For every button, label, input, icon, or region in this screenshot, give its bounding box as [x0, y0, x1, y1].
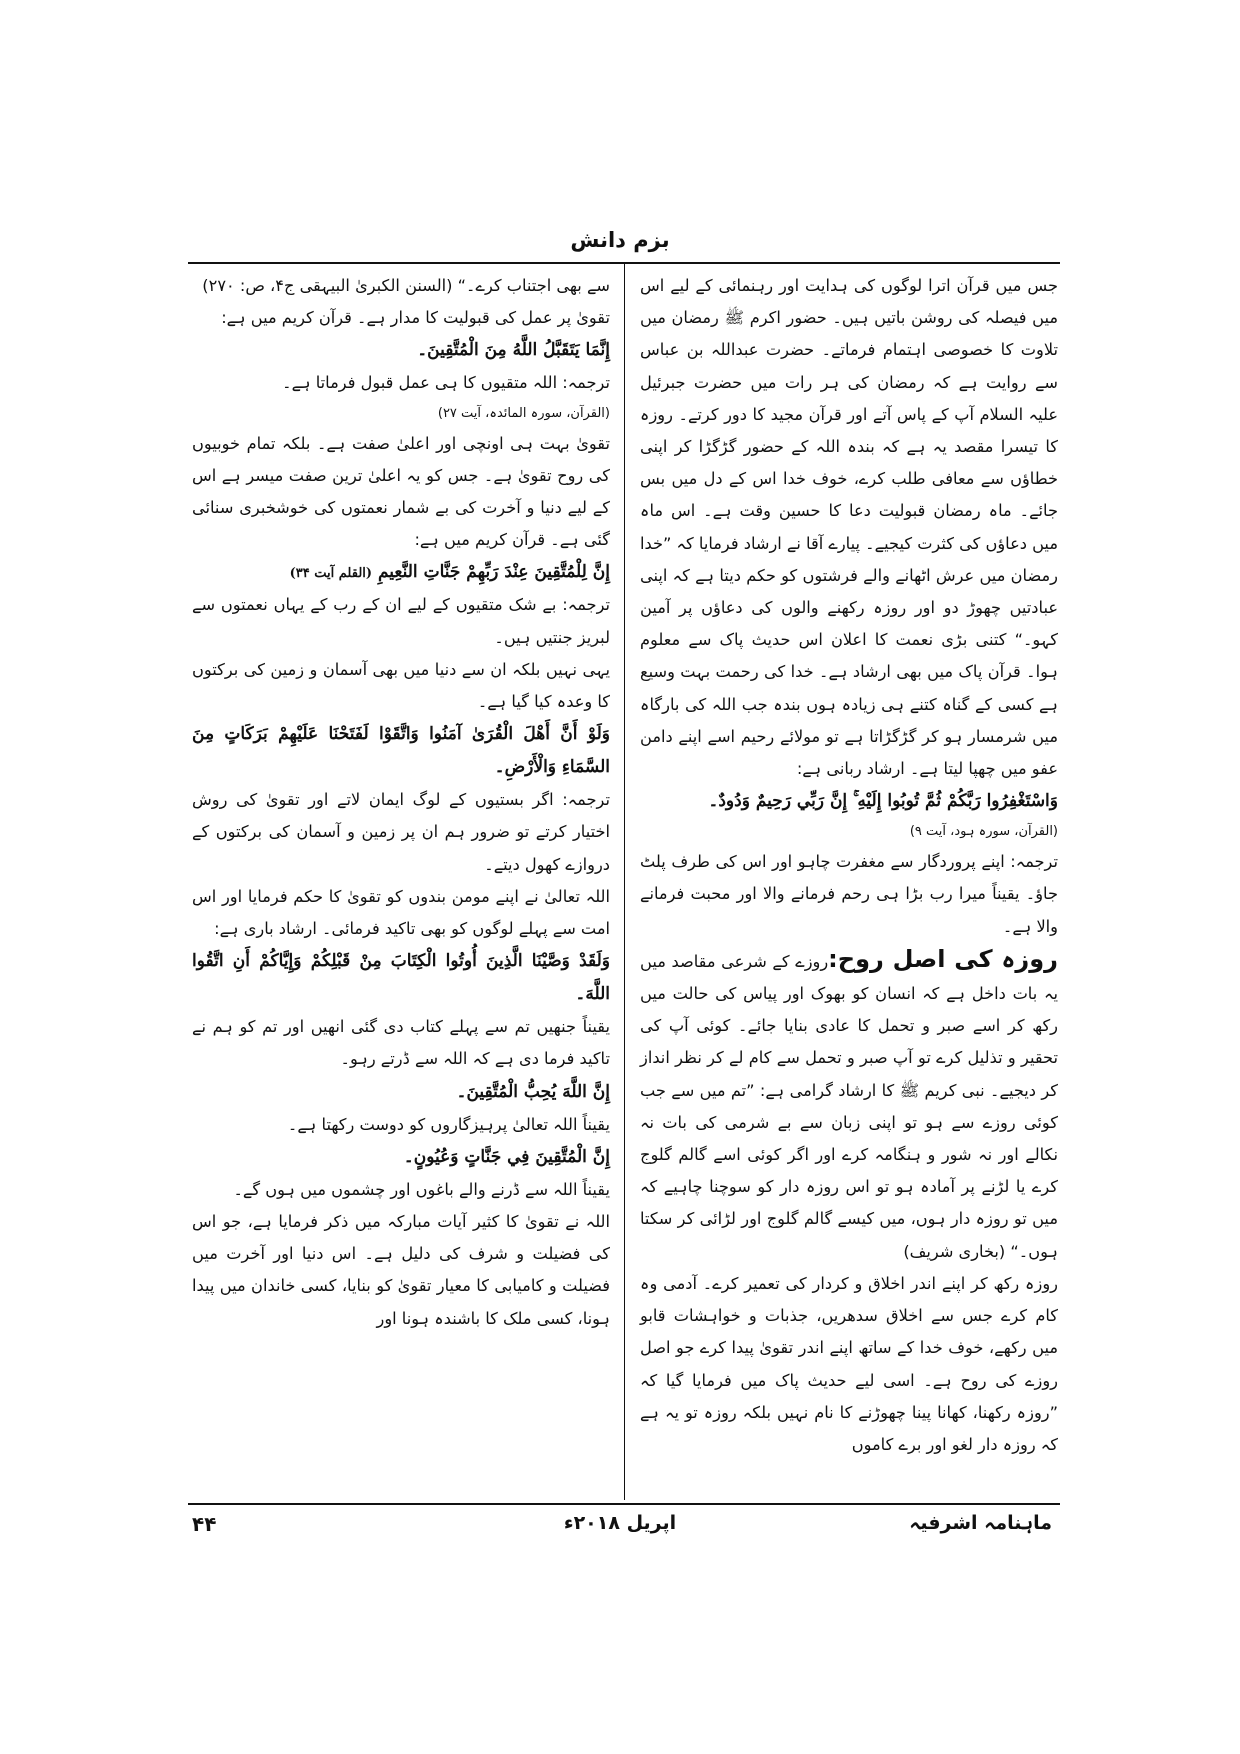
verse-reference: (القلم آیت ۳۴)	[289, 566, 373, 582]
left-column	[192, 270, 610, 1335]
issue-date: اپریل ۲۰۱۸ء	[563, 1512, 677, 1534]
translation: ترجمہ: بے شک متقیوں کے لیے ان کے رب کے یہاں نعمتوں سے لبریز جنتیں ہیں۔	[192, 595, 610, 647]
quran-verse: إِنَّمَا يَتَقَبَّلُ اللَّهُ مِنَ الْمُتَّقِينَ۔	[417, 340, 610, 361]
translation: ترجمہ: اللہ متقیوں کا ہی عمل قبول فرماتا ہے۔	[282, 373, 610, 393]
quran-verse: إِنَّ الْمُتَّقِينَ فِي جَنَّاتٍ وَعُيُونٍ۔	[403, 1146, 610, 1167]
translation: یقیناً اللہ سے ڈرنے والے باغوں اور چشموں میں ہوں گے۔	[233, 1179, 610, 1199]
section-title: بزم دانش	[570, 228, 670, 252]
footer-rule	[188, 1503, 1060, 1505]
quran-verse: وَاسْتَغْفِرُوا رَبَّكُمْ ثُمَّ تُوبُوا إِلَيْهِ ۚ إِنَّ رَبِّي رَحِيمٌ وَدُودٌ۔	[708, 791, 1058, 812]
verse-reference: (القرآن، سورہ ہود، آیت ۹)	[909, 824, 1058, 840]
quran-verse	[192, 556, 610, 589]
translation: یقیناً اللہ تعالیٰ پرہیزگاروں کو دوست رکھتا ہے۔	[287, 1114, 610, 1134]
paragraph-text: روزے کے شرعی مقاصد میں یہ بات داخل ہے کہ انسان کو بھوک اور پیاس کی حالت میں رکھ کر اسے صبر و تحمل کا عادی بنایا جائے۔ کوئی آپ کی تحقیر و تذلیل کرے تو آپ صبر و تحمل سے کام لے کر نظر انداز کر دیجیے۔ نبی کریم ﷺ کا ارشاد گرامی ہے: ”تم میں سے جب کوئی روزے سے ہو تو اپنی زبان سے بے شرمی کی بات نہ نکالے اور نہ شور و ہنگامہ کرے اور اگر کوئی اسے گالم گلوج کرے یا لڑنے پر آمادہ ہو تو اس روزہ دار کو سوچنا چاہیے کہ میں تو روزہ دار ہوں، میں کیسے گالم گلوج اور لڑائی کر سکتا ہوں۔“ (بخاری شریف)	[640, 951, 1058, 1261]
page-header	[0, 228, 1240, 252]
paragraph: تقویٰ بہت ہی اونچی اور اعلیٰ صفت ہے۔ بلکہ تمام خوبیوں کی روح تقویٰ ہے۔ جس کو یہ اعلیٰ ترین صفت میسر ہے اس کے لیے دنیا و آخرت کی بے شمار نعمتوں کی خوشخبری سنائی گئی ہے۔ قرآن کریم میں ہے:	[192, 433, 610, 550]
section-heading: روزہ کی اصل روح:	[828, 944, 1058, 973]
paragraph: اللہ نے تقویٰ کا کثیر آیات مبارکہ میں ذکر فرمایا ہے، جو اس کی فضیلت و شرف کی دلیل ہے۔ اس دنیا اور آخرت میں فضیلت و کامیابی کا معیار تقویٰ کو بنایا، کسی خاندان میں پیدا ہونا، کسی ملک کا باشندہ ہونا اور	[192, 1212, 610, 1328]
paragraph: سے بھی اجتناب کرے۔“ (السنن الکبریٰ البیہقی ج۴، ص: ۲۷۰)	[202, 276, 610, 295]
verse-text: إِنَّ لِلْمُتَّقِينَ عِنْدَ رَبِّهِمْ جَنَّاتِ النَّعِيمِ	[377, 562, 610, 583]
paragraph: تقویٰ پر عمل کی قبولیت کا مدار ہے۔ قرآن کریم میں ہے:	[221, 308, 610, 328]
paragraph: روزہ رکھ کر اپنے اندر اخلاق و کردار کی تعمیر کرے۔ آدمی وہ کام کرے جس سے اخلاق سدھریں، جذبات و خواہشات قابو میں رکھے، خوف خدا کے ساتھ اپنے اندر تقویٰ پیدا کرے جو اصل روزے کی روح ہے۔ اسی لیے حدیث پاک میں فرمایا گیا کہ ”روزہ رکھنا، کھانا پینا چھوڑنے کا نام نہیں بلکہ روزہ تو یہ ہے کہ روزہ دار لغو اور برے کاموں	[640, 1273, 1058, 1454]
translation: ترجمہ: اپنے پروردگار سے مغفرت چاہو اور اس کی طرف پلٹ جاؤ۔ یقیناً میرا رب بڑا ہی رحم فرمانے والا اور محبت فرمانے والا ہے۔	[640, 852, 1058, 936]
section-paragraph	[640, 943, 1058, 1268]
quran-verse: وَلَوْ أَنَّ أَهْلَ الْقُرَىٰ آمَنُوا وَاتَّقَوْا لَفَتَحْنَا عَلَيْهِمْ بَرَكَاتٍ مِنَ السَّمَاءِ وَالْأَرْضِ۔	[192, 724, 610, 778]
paragraph: جس میں قرآن اترا لوگوں کی ہدایت اور رہنمائی کے لیے اس میں فیصلہ کی روشن باتیں ہیں۔ حضور اکرم ﷺ رمضان میں تلاوت کا خصوصی اہتمام فرماتے۔ حضرت عبداللہ بن عباس سے روایت ہے کہ رمضان کی ہر رات میں حضرت جبرئیل علیہ السلام آپ کے پاس آتے اور قرآن مجید کا دور کرتے۔ روزہ کا تیسرا مقصد یہ ہے کہ بندہ اللہ کے حضور گڑگڑا کر اپنی خطاؤں سے معافی طلب کرے، خوف خدا اس کے دل میں بس جائے۔ ماہ رمضان قبولیت دعا کا حسین وقت ہے۔ اس ماہ میں دعاؤں کی کثرت کیجیے۔ پیارے آقا نے ارشاد فرمایا کہ ”خدا رمضان میں عرش اٹھانے والے فرشتوں کو حکم دیتا ہے کہ اپنی عبادتیں چھوڑ دو اور روزہ رکھنے والوں کی دعاؤں پر آمین کہو۔“ کتنی بڑی نعمت کا اعلان اس حدیث پاک سے معلوم ہوا۔ قرآن پاک میں بھی ارشاد ہے۔ خدا کی رحمت بہت وسیع ہے کسی کے گناہ کتنے ہی زیادہ ہوں بندہ جب اللہ کی بارگاہ میں شرمسار ہو کر گڑگڑاتا ہے تو مولائے رحیم اسے اپنے دامن عفو میں چھپا لیتا ہے۔ ارشاد ربانی ہے:	[640, 276, 1058, 779]
translation: ترجمہ: اگر بستیوں کے لوگ ایمان لاتے اور تقویٰ کی روش اختیار کرتے تو ضرور ہم ان پر زمین و آسمان کی برکتوں کے دروازے کھول دیتے۔	[192, 790, 610, 874]
magazine-name: ماہنامہ اشرفیہ	[909, 1512, 1052, 1534]
verse-reference: (القرآن، سورہ المائدہ، آیت ۲۷)	[437, 405, 610, 421]
quran-verse: إِنَّ اللَّهَ يُحِبُّ الْمُتَّقِينَ۔	[456, 1081, 610, 1102]
right-column	[640, 270, 1058, 1461]
column-divider	[624, 264, 625, 1500]
page-number: ۴۴	[192, 1512, 217, 1536]
translation: یقیناً جنھیں تم سے پہلے کتاب دی گئی انھیں اور تم کو ہم نے تاکید فرما دی ہے کہ اللہ سے ڈرتے رہو۔	[192, 1017, 610, 1069]
paragraph: یہی نہیں بلکہ ان سے دنیا میں بھی آسمان و زمین کی برکتوں کا وعدہ کیا گیا ہے۔	[192, 659, 610, 712]
quran-verse: وَلَقَدْ وَصَّيْنَا الَّذِينَ أُوتُوا الْكِتَابَ مِنْ قَبْلِكُمْ وَإِيَّاكُمْ أَنِ اتَّقُوا اللَّهَ۔	[192, 951, 610, 1005]
paragraph: اللہ تعالیٰ نے اپنے مومن بندوں کو تقویٰ کا حکم فرمایا اور اس امت سے پہلے لوگوں کو بھی تاکید فرمائی۔ ارشاد باری ہے:	[192, 886, 610, 939]
